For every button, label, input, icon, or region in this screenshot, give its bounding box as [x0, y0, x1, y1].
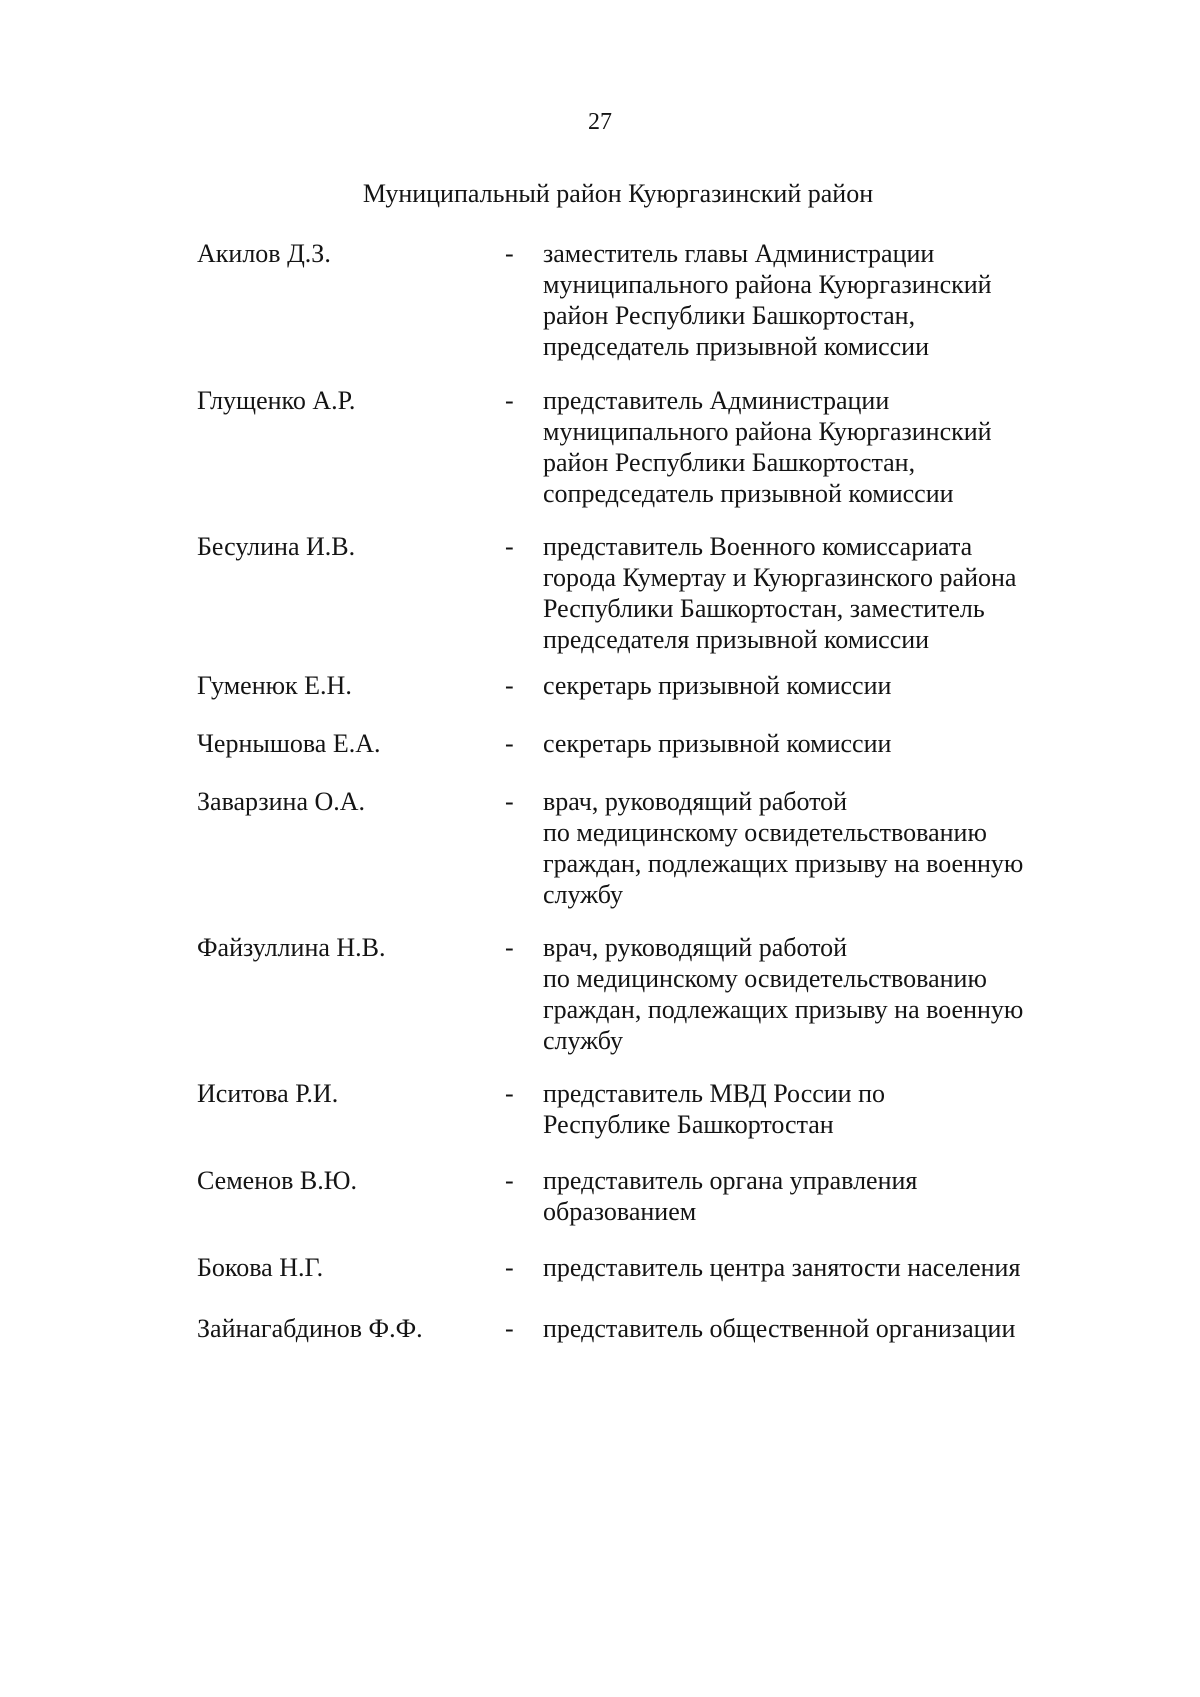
role-line: председателя призывной комиссии — [543, 625, 930, 654]
role-line: муниципального района Куюргазинский — [543, 417, 992, 446]
page-number: 27 — [588, 109, 612, 135]
role-line: район Республики Башкортостан, — [543, 448, 916, 477]
member-name: Зайнагабдинов Ф.Ф. — [197, 1314, 423, 1343]
member-name: Чернышова Е.А. — [197, 729, 381, 758]
separator-dash: - — [505, 1253, 514, 1282]
role-line: секретарь призывной комиссии — [543, 729, 892, 758]
separator-dash: - — [505, 1166, 514, 1195]
member-role — [543, 1165, 1103, 1227]
member-role — [543, 531, 1103, 655]
member-name: Заварзина О.А. — [197, 787, 366, 816]
member-role — [543, 728, 1103, 759]
role-line: врач, руководящий работой — [543, 933, 848, 962]
separator-dash: - — [505, 729, 514, 758]
separator-dash: - — [505, 933, 514, 962]
role-line: граждан, подлежащих призыву на военную — [543, 995, 1024, 1024]
separator-dash: - — [505, 239, 514, 268]
member-role — [543, 670, 1103, 701]
role-line: службу — [543, 880, 624, 909]
role-line: образованием — [543, 1197, 697, 1226]
member-name: Иситова Р.И. — [197, 1079, 339, 1108]
role-line: по медицинскому освидетельствованию — [543, 818, 987, 847]
member-role — [543, 932, 1103, 1056]
member-role — [543, 1313, 1103, 1344]
role-line: Республики Башкортостан, заместитель — [543, 594, 985, 623]
member-role — [543, 238, 1103, 362]
member-name: Гуменюк Е.Н. — [197, 671, 352, 700]
member-role — [543, 786, 1103, 910]
role-line: муниципального района Куюргазинский — [543, 270, 992, 299]
role-line: представитель органа управления — [543, 1166, 918, 1195]
role-line: представитель МВД России по — [543, 1079, 886, 1108]
role-line: представитель Администрации — [543, 386, 890, 415]
role-line: заместитель главы Администрации — [543, 239, 935, 268]
member-name: Глущенко А.Р. — [197, 386, 356, 415]
role-line: представитель общественной организации — [543, 1314, 1016, 1343]
member-name: Акилов Д.З. — [197, 239, 331, 268]
role-line: секретарь призывной комиссии — [543, 671, 892, 700]
separator-dash: - — [505, 532, 514, 561]
member-name: Семенов В.Ю. — [197, 1166, 357, 1195]
role-line: службу — [543, 1026, 624, 1055]
member-role — [543, 385, 1103, 509]
member-role — [543, 1078, 1103, 1140]
role-line: Республике Башкортостан — [543, 1110, 834, 1139]
member-name: Бесулина И.В. — [197, 532, 356, 561]
role-line: сопредседатель призывной комиссии — [543, 479, 954, 508]
role-line: председатель призывной комиссии — [543, 332, 929, 361]
member-name: Бокова Н.Г. — [197, 1253, 324, 1282]
member-name: Файзуллина Н.В. — [197, 933, 386, 962]
section-title: Муниципальный район Куюргазинский район — [362, 179, 874, 208]
separator-dash: - — [505, 787, 514, 816]
member-role — [543, 1252, 1103, 1283]
role-line: по медицинскому освидетельствованию — [543, 964, 987, 993]
separator-dash: - — [505, 386, 514, 415]
separator-dash: - — [505, 1314, 514, 1343]
role-line: граждан, подлежащих призыву на военную — [543, 849, 1024, 878]
role-line: представитель центра занятости населения — [543, 1253, 1021, 1282]
role-line: район Республики Башкортостан, — [543, 301, 916, 330]
role-line: представитель Военного комиссариата — [543, 532, 973, 561]
role-line: города Кумертау и Куюргазинского района — [543, 563, 1017, 592]
separator-dash: - — [505, 1079, 514, 1108]
separator-dash: - — [505, 671, 514, 700]
role-line: врач, руководящий работой — [543, 787, 848, 816]
